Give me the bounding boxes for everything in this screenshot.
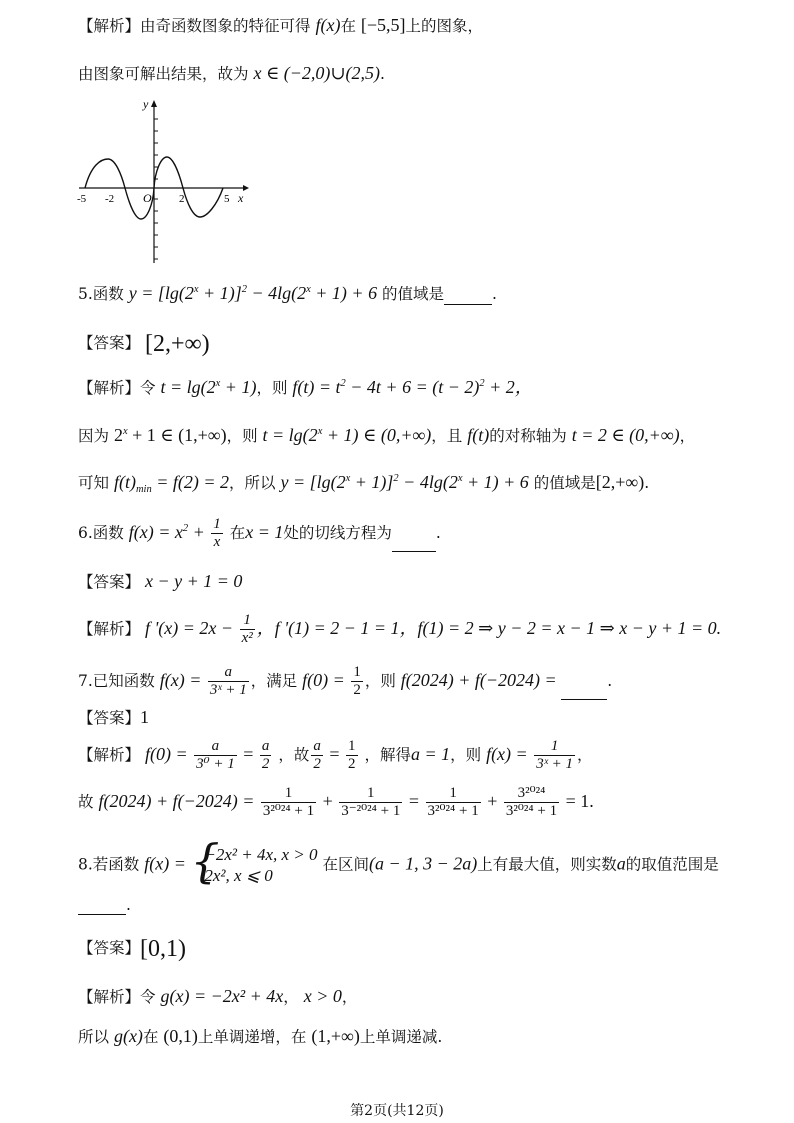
analysis-tag: 【解析】 <box>78 988 141 1006</box>
a-value: a = 1 <box>410 743 451 764</box>
q7-expr: f(2024) + f(−2024) = <box>400 669 562 690</box>
domain: x > 0 <box>303 986 342 1006</box>
text: ， <box>577 745 593 764</box>
text: 在 <box>229 523 246 542</box>
text: ， <box>341 988 358 1006</box>
fx-expr: f(x) <box>315 15 341 35</box>
half-fraction: $\frac{1}{2}$ <box>353 664 361 699</box>
q8-f: f(x) = <box>144 853 191 874</box>
g-def: g(x) = −2x² + 4x <box>160 986 284 1006</box>
x-value: x = 1 <box>245 521 284 542</box>
page-number: 第2页(共12页) <box>350 1103 444 1119</box>
substitution: $t = \lg(2^x + 1)$ <box>160 377 257 397</box>
origin-label: O <box>143 191 152 205</box>
q7-solution-line2 <box>78 785 594 821</box>
q7-blank <box>561 699 607 700</box>
text: ，所以 <box>229 474 276 492</box>
q6-number: 6.函数 <box>78 523 124 542</box>
equals: = <box>324 743 344 764</box>
y-axis-arrow <box>151 100 157 107</box>
q7-answer <box>78 706 149 729</box>
q7-solution-line1 <box>78 738 593 774</box>
interval-2: (1,+∞) <box>311 1026 360 1046</box>
y-axis-label: y <box>143 97 149 111</box>
f0-eval: f(0) = <box>144 743 193 764</box>
plus: + <box>482 790 502 811</box>
range-expr: $2^x + 1$ ∈ (1,+∞) <box>113 425 227 445</box>
period: . <box>607 671 613 690</box>
q6-function: $f(x) = x^2$ + <box>128 521 210 542</box>
q8-solution-line1 <box>78 985 357 1008</box>
piecewise-function <box>190 834 318 888</box>
t-range: $t = \lg(2^x + 1)$ ∈ (0,+∞) <box>262 425 432 445</box>
q5-solution-line1 <box>78 376 533 399</box>
q5-solution-line2 <box>78 424 695 447</box>
fraction: $\frac{1}{\text{3²⁰²⁴ + 1}}$ <box>427 785 479 820</box>
analysis-text: 由奇函数图象的特征可得 <box>140 17 311 35</box>
solution-set: x ∈ (−2,0)∪(2,5) <box>253 63 380 83</box>
q7-f: f(x) = <box>159 669 206 690</box>
q5-expr: $y = [\lg(2^x + 1)]^2 - 4\lg(2^x + 1) + 6$ <box>128 283 378 303</box>
plus: + <box>318 790 338 811</box>
text: 可知 <box>78 474 110 492</box>
fraction: $\frac{1}{\text{3⁻²⁰²⁴ + 1}}$ <box>341 785 401 820</box>
text: 上单调递增，在 <box>197 1028 307 1046</box>
text: 在区间 <box>322 855 369 874</box>
answer-tag: 【答案】 <box>78 939 141 957</box>
q5-solution-line3 <box>78 471 649 494</box>
derivative-fraction: $\frac{1}{\text{x²}}$ <box>241 612 253 647</box>
text: 的值域是 <box>533 474 596 492</box>
tick-label-neg2: -2 <box>105 193 115 205</box>
answer-tag: 【答案】 <box>78 334 141 352</box>
answer-tag: 【答案】 <box>78 709 141 727</box>
text-on: 在 <box>340 17 356 35</box>
fraction: $\frac{\text{3²⁰²⁴}}{\text{3²⁰²⁴ + 1}}$ <box>505 785 558 820</box>
fraction: $\frac{1}{2}$ <box>348 738 356 773</box>
text: 处的切线方程为 <box>283 523 392 542</box>
derivative: f '(x) = 2x − <box>144 617 238 638</box>
q8-question <box>78 834 719 888</box>
fraction: $\frac{a}{2}$ <box>261 738 270 773</box>
axis-expr: t = 2 ∈ (0,+∞) <box>571 425 680 445</box>
text: ， <box>283 988 299 1006</box>
q5-blank <box>444 304 492 305</box>
period: . <box>435 523 441 542</box>
fraction: $\frac{1}{\text{3²⁰²⁴ + 1}}$ <box>262 785 315 820</box>
text: 因为 <box>78 427 110 445</box>
fraction: $\frac{a}{2}$ <box>313 738 321 773</box>
q8-solution-line2 <box>78 1025 442 1048</box>
tick-label-neg5: -5 <box>77 193 87 205</box>
text: 所以 <box>78 1028 110 1046</box>
var-a: a <box>616 853 626 874</box>
conclusion-text: 由图象可解出结果，故为 <box>78 65 249 83</box>
period: . <box>379 65 385 83</box>
q6-fraction: $\frac{1}{x}$ <box>213 516 221 551</box>
analysis-tag: 【解析】 <box>78 745 141 764</box>
f-def: f(x) = <box>486 743 533 764</box>
q5-question <box>78 282 497 305</box>
text: 令 <box>140 379 156 397</box>
text-tail: 上的图象， <box>405 17 484 35</box>
period: . <box>126 896 131 914</box>
q8-answer-value: [0,1) <box>140 936 186 962</box>
q7-answer-value: 1 <box>140 707 150 727</box>
text: 的对称轴为 <box>489 427 567 445</box>
interval-1: (0,1) <box>163 1026 198 1046</box>
q6-question <box>78 516 441 552</box>
fraction: $\frac{a}{\text{3⁰ + 1}}$ <box>196 738 235 773</box>
result: = 1. <box>561 790 594 811</box>
fmin-expr: $f(t)_{min} = f(2) = 2$ <box>113 472 229 495</box>
q6-blank <box>392 551 436 552</box>
x-axis-label: x <box>238 191 244 205</box>
q7-question <box>78 664 612 700</box>
derivation-chain: ，f '(1) = 2 − 1 = 1，f(1) = 2 ⇒ y − 2 = x − 1 ⇒ x − y + 1 = 0. <box>256 617 722 638</box>
q6-solution <box>78 612 721 648</box>
q5-number: 5.函数 <box>78 285 124 303</box>
period: . <box>644 474 650 492</box>
x-axis-arrow <box>243 185 249 191</box>
interval: (a − 1, 3 − 2a) <box>368 853 478 874</box>
q8-blank-line <box>78 896 131 915</box>
range-result: [2,+∞) <box>595 472 645 492</box>
text: 故 <box>78 792 94 811</box>
case-1: −2x² + 4x, x > 0 <box>204 845 318 864</box>
gx: g(x) <box>113 1026 143 1046</box>
q6-answer-value: x − y + 1 = 0 <box>144 571 243 591</box>
fraction: $\frac{1}{\text{3ˣ + 1}}$ <box>536 738 574 773</box>
text: 令 <box>140 988 156 1006</box>
q8-answer <box>78 934 186 964</box>
quadratic: $f(t) = t^2 - 4t + 6 = (t - 2)^2 + 2$， <box>292 377 533 397</box>
period: . <box>492 285 497 303</box>
q6-answer <box>78 570 242 593</box>
function-expr: $y = [\lg(2^x + 1)]^2 - 4\lg(2^x + 1) + 6$ <box>280 472 529 492</box>
q7-number: 7.已知函数 <box>78 671 155 690</box>
tick-label-5: 5 <box>224 193 230 205</box>
analysis-tag: 【解析】 <box>78 17 141 35</box>
analysis-tag: 【解析】 <box>78 619 141 638</box>
text: ，则 <box>364 671 396 690</box>
analysis-intro-line <box>78 14 483 37</box>
q5-answer-value: [2,+∞) <box>144 331 210 357</box>
q5-tail: 的值域是 <box>382 285 445 303</box>
text: 上有最大值，则实数 <box>477 855 617 874</box>
answer-tag: 【答案】 <box>78 573 141 591</box>
text: ，满足 <box>250 671 298 690</box>
f0: f(0) = <box>302 669 350 690</box>
equals: = <box>404 790 424 811</box>
text: 上单调递减. <box>359 1028 443 1046</box>
q5-answer <box>78 329 210 359</box>
text: 在 <box>142 1028 159 1046</box>
q8-number: 8.若函数 <box>78 855 140 874</box>
q8-blank <box>78 896 126 915</box>
q7-fraction: $\frac{a}{\text{3ˣ + 1}}$ <box>209 664 247 699</box>
sine-graph <box>75 95 255 265</box>
equals: = <box>238 743 258 764</box>
text: 的取值范围是 <box>625 855 719 874</box>
text: ，则 <box>256 379 288 397</box>
text: ，且 <box>431 427 463 445</box>
interval-expr: [−5,5] <box>360 15 406 35</box>
ft: f(t) <box>467 425 490 445</box>
text: ，则 <box>226 427 258 445</box>
tick-label-2: 2 <box>179 193 185 205</box>
text: ，故 <box>278 745 310 764</box>
sum-expr: f(2024) + f(−2024) = <box>98 790 259 811</box>
analysis-tag: 【解析】 <box>78 379 141 397</box>
text: ，解得 <box>364 745 411 764</box>
conclusion-line <box>78 62 385 85</box>
text: ， <box>679 427 696 445</box>
brace: { <box>190 834 220 888</box>
text: ，则 <box>450 745 482 764</box>
case-2: 2x², x ⩽ 0 <box>204 866 273 886</box>
